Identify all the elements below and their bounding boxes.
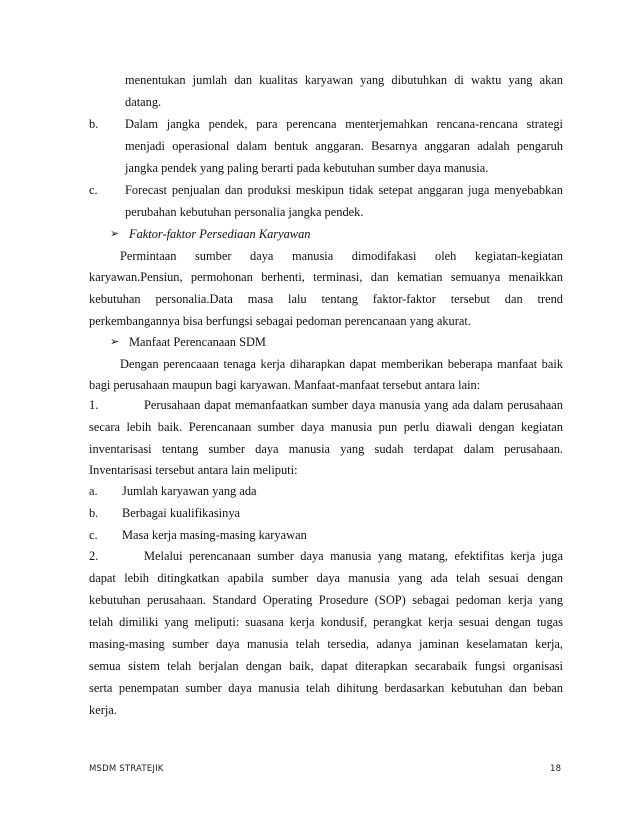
body-line: serta penempatan sumber daya manusia telah dihitung berdasarkan kebutuhan dan beban: [89, 681, 563, 695]
list-marker-a: a.: [89, 484, 98, 498]
list-marker-b: b.: [89, 117, 99, 131]
body-line: menentukan jumlah dan kualitas karyawan yang dibutuhkan di waktu yang akan: [125, 73, 563, 87]
body-line: jangka pendek yang paling berarti pada kebutuhan sumber daya manusia.: [125, 161, 489, 175]
list-item: Berbagai kualifikasinya: [122, 506, 241, 520]
footer-title: MSDM STRATEJIK: [89, 764, 164, 774]
body-line: perkembangannya bisa berfungsi sebagai pedoman perencanaan yang akurat.: [89, 314, 471, 328]
list-marker-c: c.: [89, 183, 98, 197]
body-line: Melalui perencanaan sumber daya manusia yang matang, efektifitas kerja juga: [144, 549, 563, 563]
list-marker-1: 1.: [89, 398, 99, 412]
body-line: dapat lebih ditingkatkan apabila sumber daya manusia yang ada telah sesuai dengan: [89, 571, 563, 585]
section-heading: Faktor-faktor Persediaan Karyawan: [129, 227, 311, 241]
body-line: telah dimiliki yang meliputi: suasana kerja kondusif, perangkat kerja sesuai dengan tugas: [89, 615, 563, 629]
body-line: Permintaan sumber daya manusia dimodifakasi oleh kegiatan-kegiatan: [120, 249, 563, 263]
body-line: Forecast penjualan dan produksi meskipun tidak setepat anggaran juga menyebabkan: [125, 183, 563, 197]
list-marker-2: 2.: [89, 549, 99, 563]
section-heading: Manfaat Perencanaan SDM: [129, 335, 266, 349]
page-number: 18: [550, 764, 562, 774]
body-line: Dalam jangka pendek, para perencana menterjemahkan rencana-rencana strategi: [125, 117, 563, 131]
body-line: kebutuhan personalia.Data masa lalu tentang faktor-faktor tersebut dan trend: [89, 292, 563, 306]
list-item: Masa kerja masing-masing karyawan: [122, 528, 307, 542]
body-line: datang.: [125, 95, 162, 109]
list-item: Jumlah karyawan yang ada: [122, 484, 257, 498]
body-line: Inventarisasi tersebut antara lain meliputi:: [89, 463, 298, 477]
list-marker-c: c.: [89, 528, 98, 542]
list-marker-b: b.: [89, 506, 99, 520]
body-line: kebutuhan perusahaan. Standard Operating Prosedure (SOP) sebagai pedoman kerja yang: [89, 593, 563, 607]
body-line: bagi perusahaan maupun bagi karyawan. Manfaat-manfaat tersebut antara lain:: [89, 378, 481, 392]
body-line: masing-masing sumber daya manusia telah tersedia, adanya jaminan keselamatan kerja,: [89, 637, 563, 651]
body-line: karyawan.Pensiun, permohonan berhenti, terminasi, dan kematian semuanya menaikkan: [89, 270, 563, 284]
arrow-bullet-icon: ➢: [110, 228, 120, 240]
arrow-bullet-icon: ➢: [110, 336, 120, 348]
body-line: inventarisasi tentang sumber daya manusia yang sudah terdapat dalam perusahaan.: [89, 442, 563, 456]
body-line: kerja.: [89, 703, 117, 717]
body-line: secara lebih baik. Perencanaan sumber daya manusia pun perlu diawali dengan kegiatan: [89, 420, 563, 434]
body-line: Perusahaan dapat memanfaatkan sumber daya manusia yang ada dalam perusahaan: [144, 398, 563, 412]
body-line: semua sistem telah berjalan dengan baik, dapat diterapkan secarabaik fungsi organisasi: [89, 659, 563, 673]
body-line: Dengan perencaaan tenaga kerja diharapkan dapat memberikan beberapa manfaat baik: [120, 357, 563, 371]
body-line: menjadi operasional dalam bentuk anggaran. Besarnya anggaran adalah pengaruh: [125, 139, 563, 153]
body-line: perubahan kebutuhan personalia jangka pendek.: [125, 205, 364, 219]
